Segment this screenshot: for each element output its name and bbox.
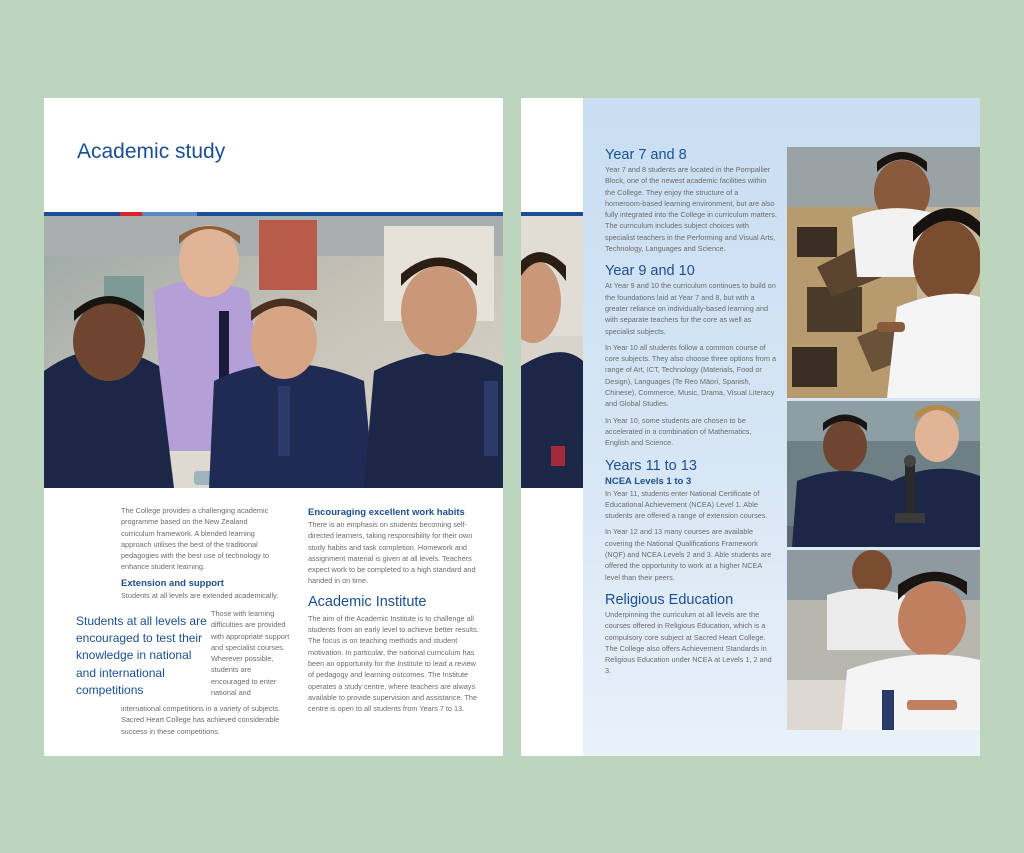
page-title: Academic study xyxy=(77,140,226,163)
year910-p3: In Year 10, some students are chosen to be accelerated in a combination of Mathematics, English and Science. xyxy=(605,415,752,448)
intro-column xyxy=(121,505,281,601)
habits-heading: Encouraging excellent work habits xyxy=(308,507,465,518)
left-page xyxy=(44,98,503,756)
writing-student-photo xyxy=(787,550,980,730)
institute-heading: Academic Institute xyxy=(308,593,427,610)
year910-heading: Year 9 and 10 xyxy=(605,263,695,280)
science-class-photo xyxy=(787,401,980,547)
text-column xyxy=(605,146,777,677)
intro-text: The College provides a challenging academic programme based on the New Zealand curriculum framework. A blended learning approach utilises the best of the traditional pedagogies with the best use of technology to enhance student learning. xyxy=(121,506,270,572)
years1113-p2: In Year 12 and 13 many courses are available covering the National Qualifications Framework (NQF) and NCEA Levels 2 and 3. Able students are offered the opportunity to work at a higher NCEA level than their peers. xyxy=(605,527,772,582)
classroom-photo-continued xyxy=(521,216,583,488)
classroom-photo xyxy=(44,216,503,488)
pull-quote: Students at all levels are encouraged to test their knowledge in national and international competitions xyxy=(76,614,207,697)
extension-wrap xyxy=(211,608,291,698)
years1113-heading: Years 11 to 13 xyxy=(605,457,697,474)
religious-heading: Religious Education xyxy=(605,591,734,608)
religious-body: Underpinning the curriculum at all levels are the courses offered in Religious Education, which is a compulsory core subject at Sacred Heart College. The College also offers Achievement Standards in Religious Education under NCEA at Levels 1, 2 and 3. xyxy=(605,609,772,676)
year910-p1: At Year 9 and 10 the curriculum continues to build on the foundations laid at Year 7 and 8, but with a greater reliance on individually-based learning and with separate teachers for the core as well as specialist subjects. xyxy=(605,281,776,336)
year78-heading: Year 7 and 8 xyxy=(605,147,687,163)
extension-tail xyxy=(121,703,298,737)
extension-wrap-text: Those with learning difficulties are provided with appropriate support and specialist courses. Wherever possible, students are encouraged to enter national and xyxy=(211,609,290,698)
habits-body: There is an emphasis on students becoming self-directed learners, taking responsibility for their own study habits and task completion. Homework and assignment material is given at all levels. Teachers expect work to be completed to a high standard and handed in on time. xyxy=(308,520,476,586)
habits-column xyxy=(308,506,483,714)
extension-tail-text: international competitions in a variety of subjects. Sacred Heart College has achieved considerable success in these competitions. xyxy=(121,704,280,736)
art-class-photo xyxy=(787,147,980,398)
ncea-subheading: NCEA Levels 1 to 3 xyxy=(605,475,692,487)
institute-body: The aim of the Academic Institute is to challenge all students from an early level to achieve better results. The focus is on teaching methods and student motivation. In particular, the national curriculum has been an opportunity for the Institute to lead a review of pedagogy and learning outcomes. The Institute operates a study centre, where teachers are always available to provide supervision and assistance. The centre is open to all students from Years 7 to 13. xyxy=(308,613,479,714)
right-page xyxy=(521,98,980,756)
year910-p2: In Year 10 all students follow a common course of core subjects. They also choose three options from a range of Art, ICT, Technology (Materials, Food or Design), Languages (Te Reo Māori, Spanish, Chinese), Commerce, Music, Drama, Visual Literacy and Global Studies. xyxy=(605,342,777,409)
extension-lead: Students at all levels are extended academically. xyxy=(121,590,279,600)
years1113-p1: In Year 11, students enter National Certificate of Educational Achievement (NCEA) Level 1. Able students are offered a range of extension courses. xyxy=(605,488,768,521)
year78-body: Year 7 and 8 students are located in the Pompallier Block, one of the newest academic facilities within the College. They enjoy the structure of a homeroom-based learning environment, but are also fully integrated into the College in curriculum matters. The curriculum includes subject choices with specialist teachers in the Performing and Visual Arts, Technology, Languages and Science. xyxy=(605,165,777,254)
extension-heading: Extension and support xyxy=(121,577,224,589)
